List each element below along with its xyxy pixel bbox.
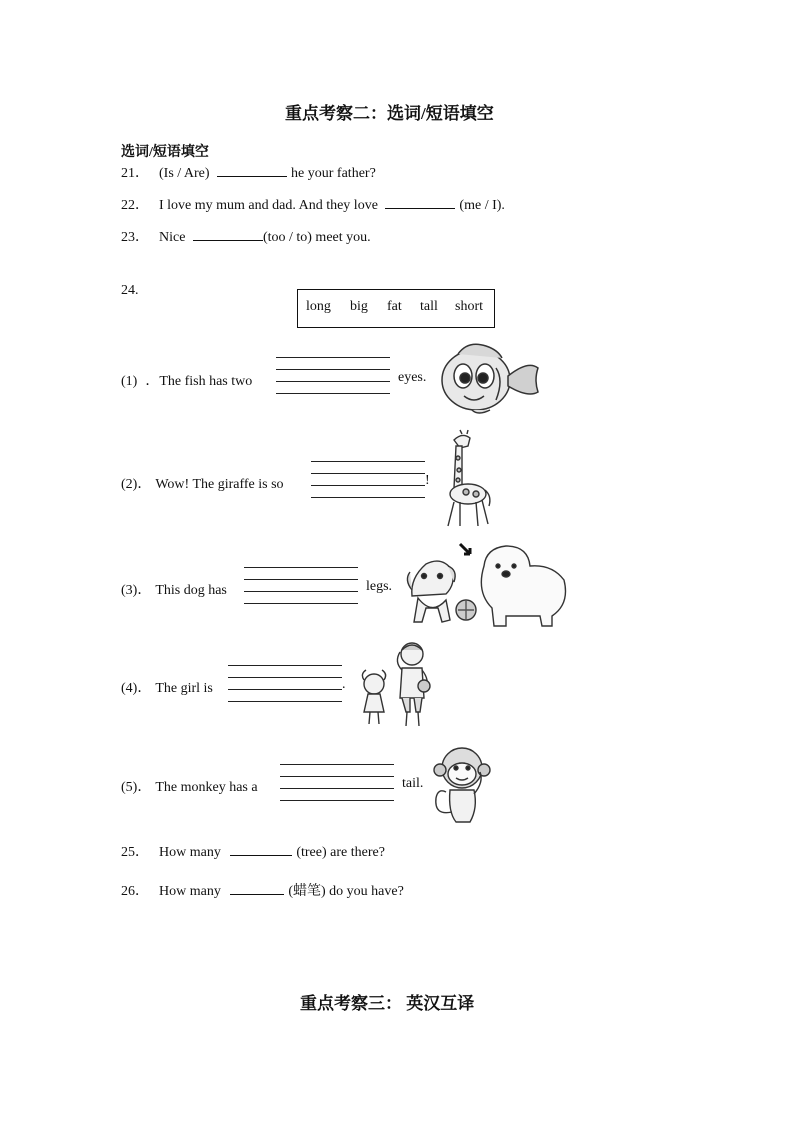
answer-blank[interactable] (193, 228, 263, 241)
writing-lines[interactable] (311, 461, 425, 503)
question-text: (tree) are there? (296, 845, 385, 860)
writing-lines[interactable] (228, 665, 342, 707)
item-number-dot: ． (145, 374, 160, 389)
answer-blank[interactable] (217, 164, 287, 177)
item-number: (3)． (121, 583, 152, 598)
item-text: The girl is (155, 681, 213, 696)
item-5 (121, 776, 258, 796)
question-text: How many (159, 884, 221, 899)
answer-blank[interactable] (385, 196, 455, 209)
question-24-number: 24. (121, 283, 139, 298)
monkey-picture (428, 742, 498, 828)
answer-blank[interactable] (230, 882, 284, 895)
word-box (297, 289, 495, 328)
word-long: long (306, 299, 331, 314)
question-number: 26． (121, 884, 149, 899)
item-end: . (342, 677, 346, 692)
question-options: (Is / Are) (159, 166, 210, 181)
item-text: The fish has two (159, 374, 253, 389)
item-text: This dog has (155, 583, 227, 598)
fish-picture (438, 340, 543, 416)
item-number: (5)． (121, 780, 152, 795)
dogs-picture (402, 542, 570, 628)
question-text: (too / to) meet you. (262, 230, 371, 245)
item-end: legs. (366, 579, 393, 594)
question-23 (121, 226, 371, 246)
question-22 (121, 194, 505, 214)
item-4 (121, 677, 213, 697)
item-3 (121, 579, 227, 599)
item-end: tail. (402, 776, 424, 791)
question-25 (121, 841, 385, 861)
item-2 (121, 473, 284, 493)
question-options: (me / I). (459, 198, 505, 213)
writing-lines[interactable] (244, 567, 358, 609)
question-number: 23． (121, 230, 149, 245)
question-21 (121, 162, 376, 182)
giraffe-picture (440, 432, 492, 528)
section-title-2: 重点考察二：选词/短语填空 (285, 104, 494, 123)
question-text: (蜡笔) do you have? (288, 884, 404, 899)
question-text: I love my mum and dad. And they love (159, 198, 378, 213)
section-title-3: 重点考察三： 英汉互译 (300, 994, 475, 1013)
arrow-icon (460, 544, 470, 554)
writing-lines[interactable] (280, 764, 394, 806)
item-1 (121, 370, 252, 390)
item-number: (1) (121, 374, 138, 389)
question-number: 25． (121, 845, 149, 860)
question-text: he your father? (291, 166, 376, 181)
question-text: How many (159, 845, 221, 860)
writing-lines[interactable] (276, 357, 390, 399)
children-picture (358, 640, 434, 728)
subsection-title: 选词/短语填空 (121, 145, 209, 160)
answer-blank[interactable] (230, 843, 292, 856)
question-number: 22． (121, 198, 149, 213)
item-text: The monkey has a (155, 780, 258, 795)
question-text: Nice (159, 230, 186, 245)
item-end: ! (425, 473, 430, 488)
question-26 (121, 880, 404, 900)
item-number: (2)． (121, 477, 152, 492)
item-end: eyes. (398, 370, 427, 385)
word-big: big (350, 299, 368, 314)
question-number: 21． (121, 166, 149, 181)
item-text: Wow! The giraffe is so (155, 477, 284, 492)
word-tall: tall (420, 299, 438, 314)
word-short: short (455, 299, 483, 314)
word-fat: fat (387, 299, 402, 314)
item-number: (4)． (121, 681, 152, 696)
